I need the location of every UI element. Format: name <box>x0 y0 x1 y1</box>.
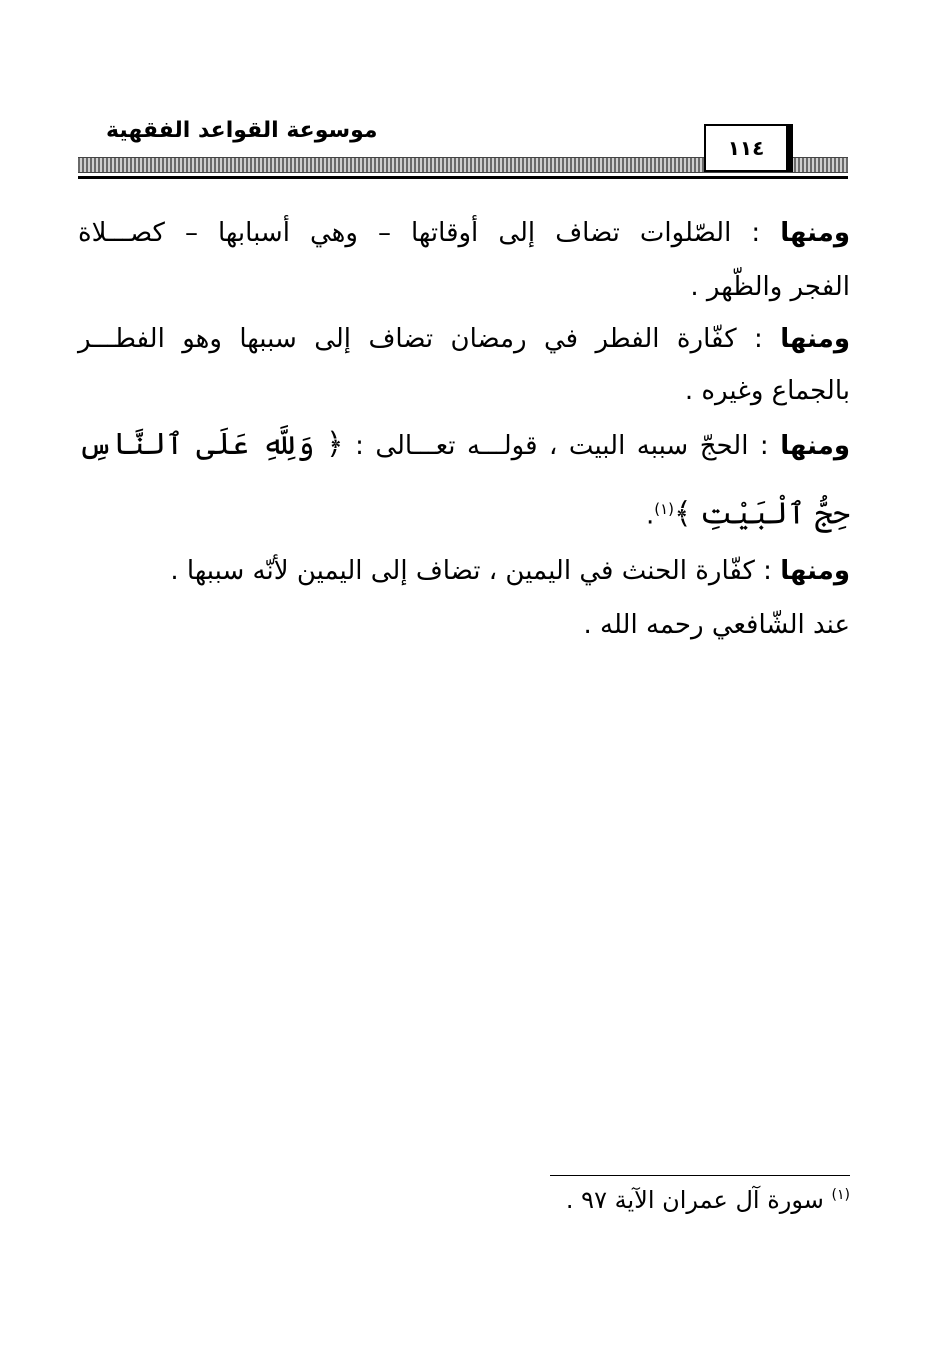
page-number-box <box>704 124 788 172</box>
paragraph-2-line-2 <box>78 366 850 416</box>
paragraph-lead: ومنها <box>780 431 850 461</box>
paragraph-3-line-1 <box>78 420 850 470</box>
paragraph-lead: ومنها <box>780 324 851 354</box>
paragraph-4-line-1 <box>78 546 850 596</box>
paragraph-text: : كفّارة الحنث في اليمين ، تضاف إلى اليمين لأنّه سببها . <box>170 556 772 586</box>
footnote-number: (١) <box>831 1187 850 1203</box>
quran-bracket-open: ﴿ <box>325 427 344 462</box>
paragraph-lead: ومنها <box>780 218 851 248</box>
paragraph-1-line-1 <box>78 208 850 258</box>
paragraph-text: : الصّلوات تضاف إلى أوقاتها – وهي أسبابها – كصـــلاة <box>78 218 761 248</box>
quran-verse: حِجُّ ٱلْبَيْتِ <box>699 496 850 532</box>
footnote-1 <box>500 1186 850 1214</box>
paragraph-4-line-2 <box>78 600 850 650</box>
header-rule-thin <box>78 176 848 179</box>
paragraph-text: الفجر والظّهر . <box>690 272 850 302</box>
paragraph-text: بالجماع وغيره . <box>684 376 850 406</box>
footnote-reference: (١) <box>654 500 674 518</box>
paragraph-lead: ومنها <box>780 556 850 586</box>
footnote-rule <box>550 1175 850 1176</box>
paragraph-text: : كفّارة الفطر في رمضان تضاف إلى سببها وهو الفطـــر <box>78 324 763 354</box>
page-header <box>78 100 848 190</box>
paragraph-1-line-2 <box>78 262 850 312</box>
page-number: ١١٤ <box>727 136 765 160</box>
paragraph-text: : الحجّ سببه البيت ، قولـــه تعـــالى : <box>355 431 769 461</box>
paragraph-3-line-2 <box>78 484 850 534</box>
paragraph-text: . <box>645 500 655 531</box>
quran-verse: وَلِلَّهِ عَلَى ٱلنَّاسِ <box>78 427 315 462</box>
paragraph-text: عند الشّافعي رحمه الله . <box>583 610 850 640</box>
quran-bracket-close: ﴾ <box>673 496 692 532</box>
footnote-text: سورة آل عمران الآية ٩٧ . <box>565 1186 824 1214</box>
paragraph-2-line-1 <box>78 314 850 364</box>
running-title: موسوعة القواعد الفقهية <box>106 118 378 143</box>
